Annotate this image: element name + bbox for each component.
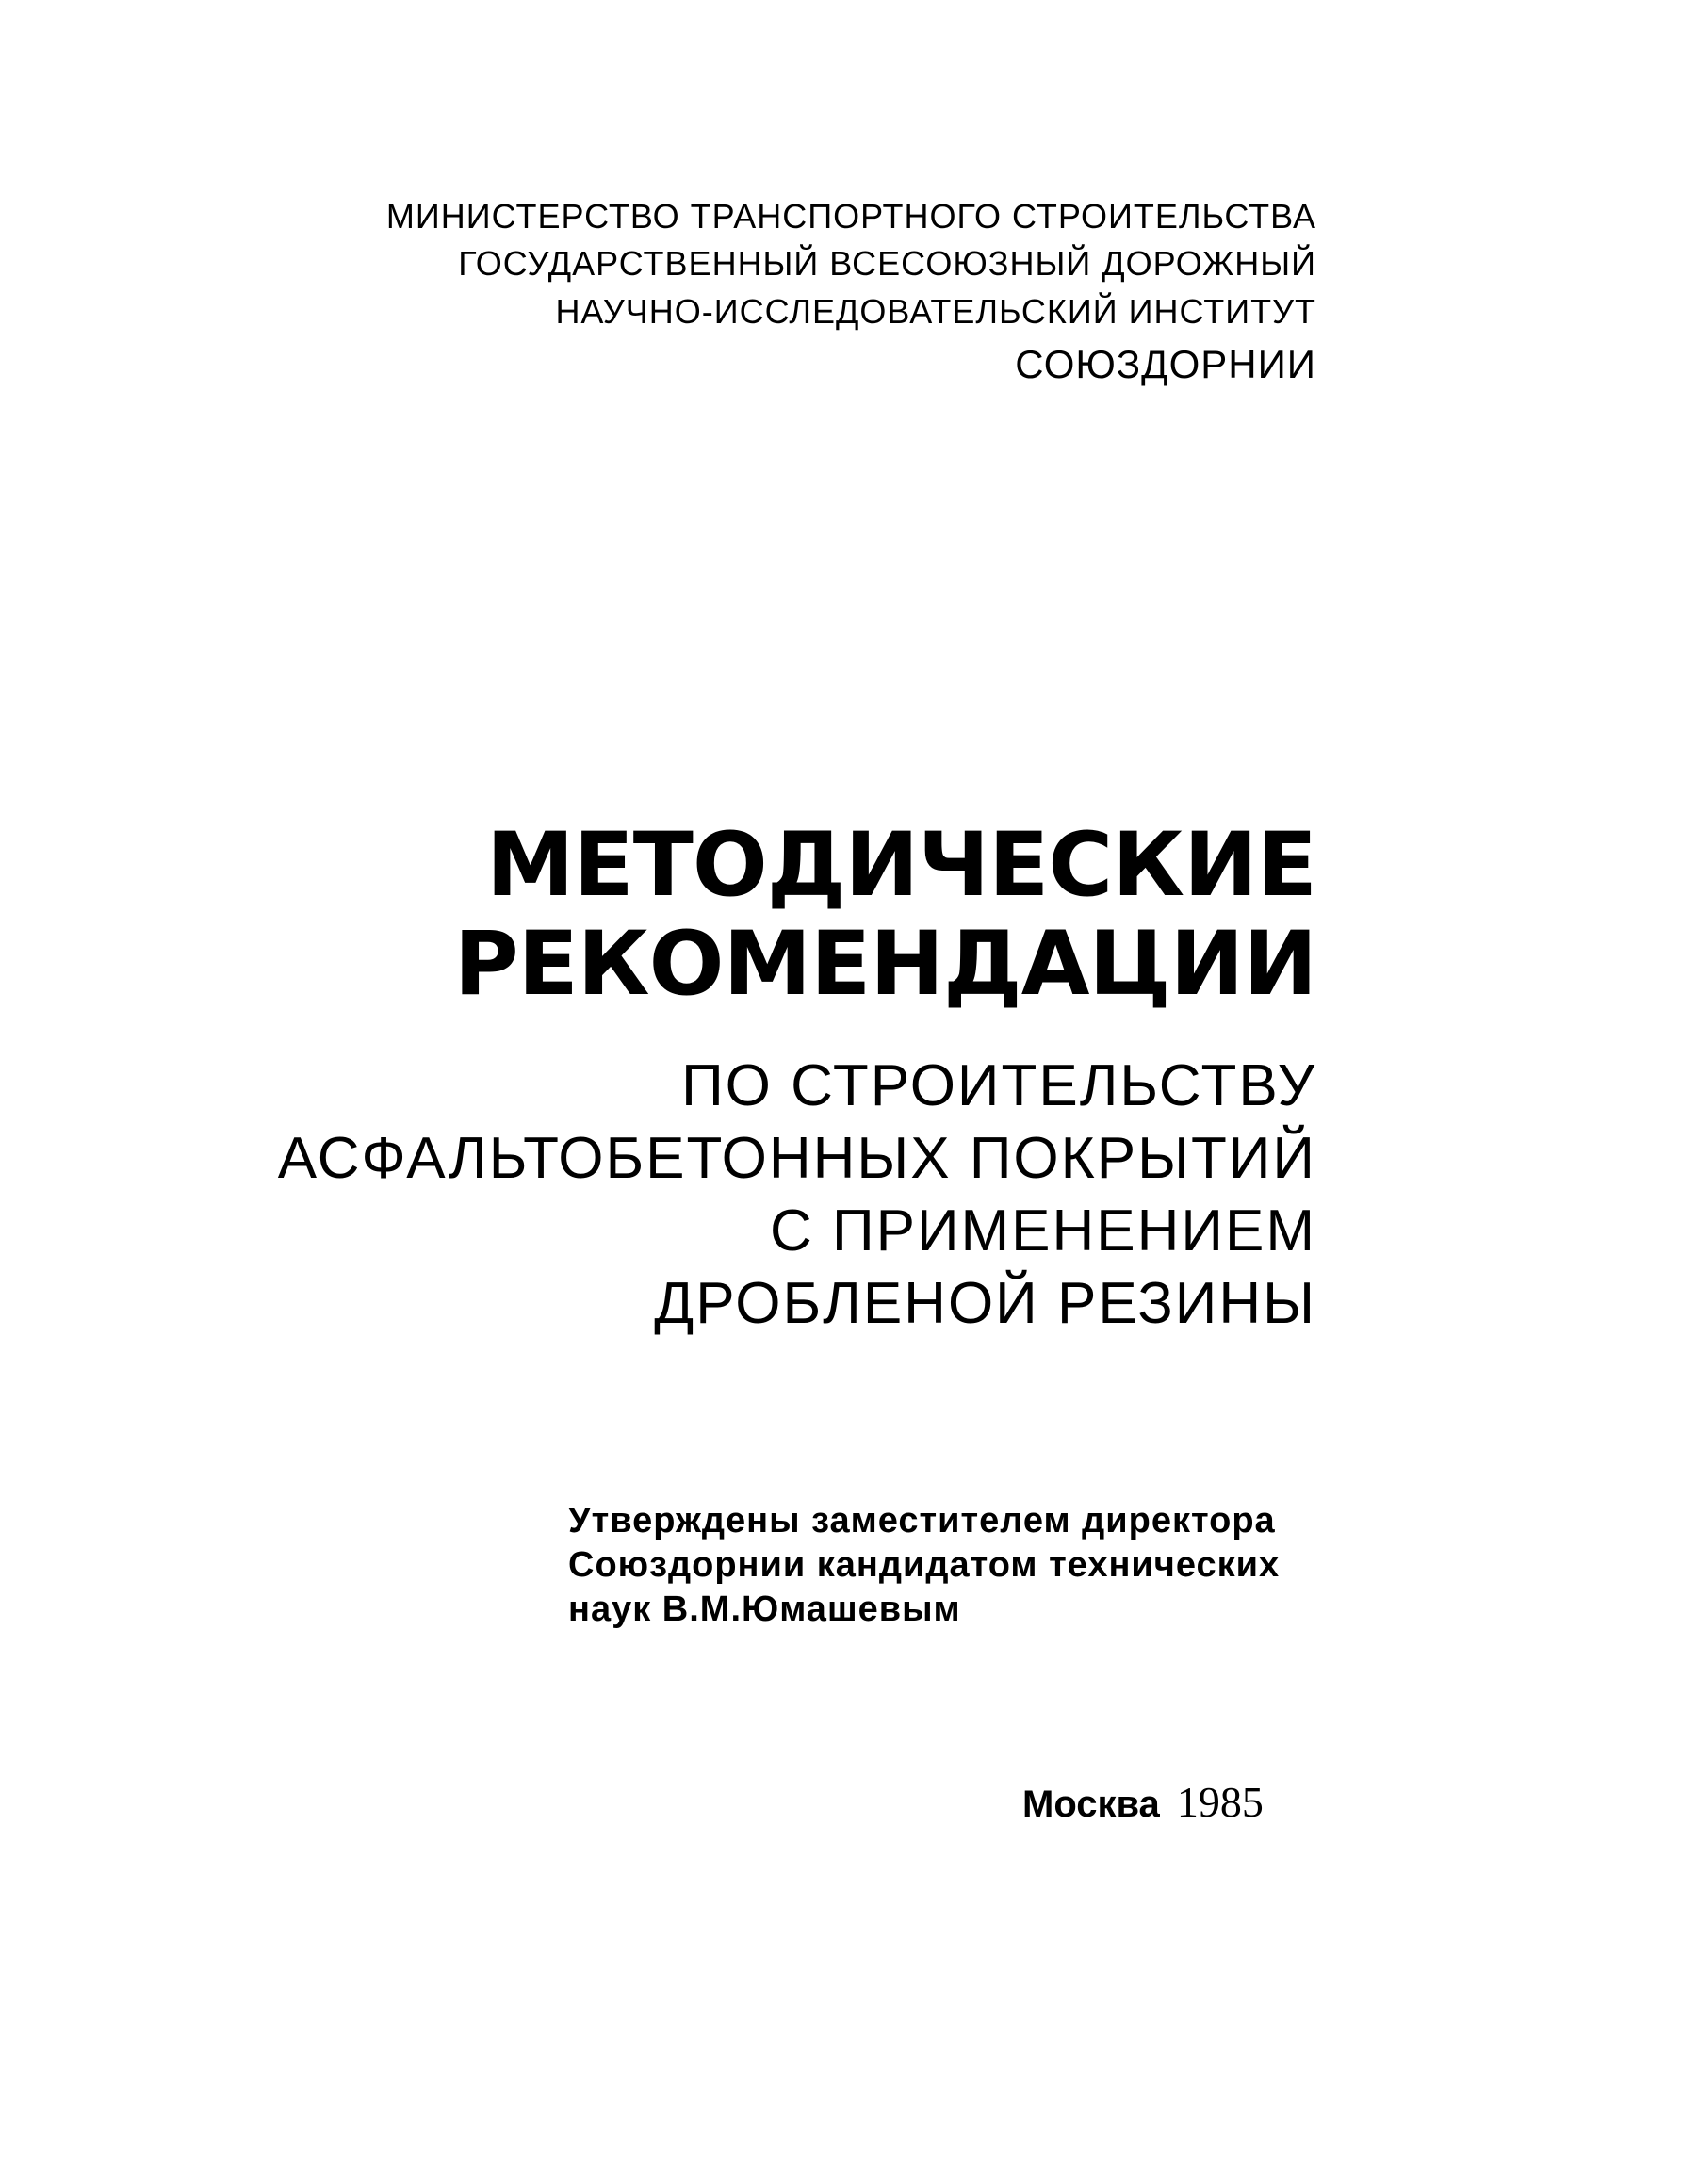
document-subtitle-line-4: ДРОБЛЕНОЙ РЕЗИНЫ	[654, 1271, 1316, 1336]
institute-name-line-2: НАУЧНО-ИССЛЕДОВАТЕЛЬСКИЙ ИНСТИТУТ	[555, 292, 1316, 331]
document-subtitle-line-2: АСФАЛЬТОБЕТОННЫХ ПОКРЫТИЙ	[277, 1126, 1316, 1191]
document-title-line-1: МЕТОДИЧЕСКИЕ	[485, 814, 1316, 917]
ministry-name: МИНИСТЕРСТВО ТРАНСПОРТНОГО СТРОИТЕЛЬСТВА	[385, 197, 1316, 236]
approval-note-line-1: Утверждены заместителем директора	[568, 1501, 1276, 1540]
document-subtitle-line-3: С ПРИМЕНЕНИЕМ	[770, 1198, 1316, 1263]
institute-name-line-1: ГОСУДАРСТВЕННЫЙ ВСЕСОЮЗНЫЙ ДОРОЖНЫЙ	[458, 244, 1316, 283]
approval-note-line-3: наук В.М.Юмашевым	[568, 1589, 961, 1629]
imprint	[1022, 1778, 1264, 1826]
document-subtitle-line-1: ПО СТРОИТЕЛЬСТВУ	[681, 1053, 1316, 1118]
organization-name: СОЮЗДОРНИИ	[1015, 342, 1316, 386]
approval-note-line-2: Союздорнии кандидатом технических	[568, 1545, 1281, 1585]
document-title-line-2: РЕКОМЕНДАЦИИ	[453, 913, 1316, 1016]
imprint-year: 1985	[1176, 1778, 1264, 1826]
imprint-place: Москва	[1022, 1784, 1160, 1825]
